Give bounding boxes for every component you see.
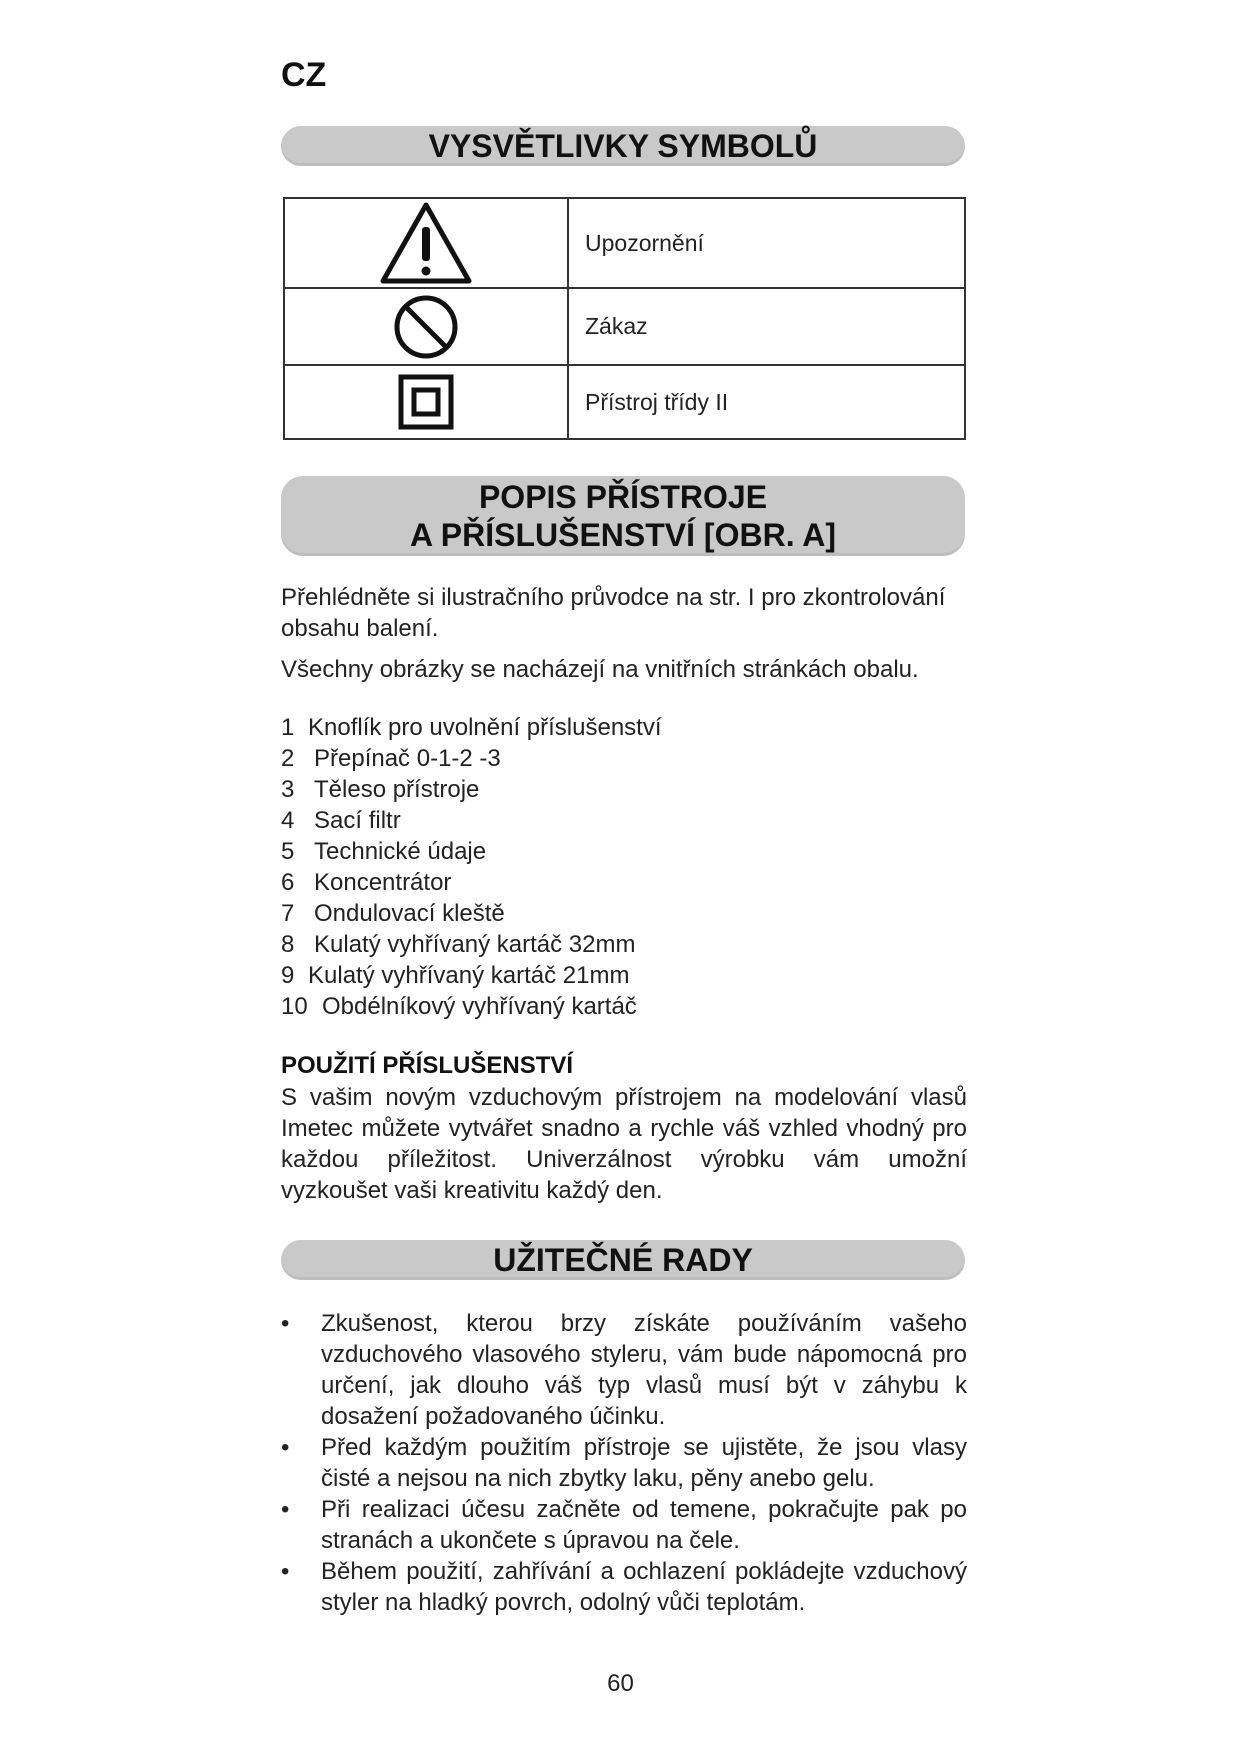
usage-heading: POUŽITÍ PŘÍSLUŠENSTVÍ: [281, 1052, 574, 1079]
list-item: 6 Koncentrátor: [281, 869, 452, 896]
tips-list: [281, 1308, 967, 1618]
parts-list: [281, 712, 662, 1022]
class-ii-double-square-icon: [398, 374, 454, 430]
bullet-icon: •: [281, 1434, 290, 1461]
list-item: 4 Sací filtr: [281, 807, 401, 834]
list-item: 9 Kulatý vyhřívaný kartáč 21mm: [281, 962, 630, 989]
bullet-icon: •: [281, 1496, 290, 1523]
prohibition-icon: [393, 294, 459, 360]
list-item: [281, 1432, 967, 1494]
bullet-icon: •: [281, 1558, 290, 1585]
tip-text: Při realizaci účesu začněte od temene, pokračujte pak po stranách a ukončete s úpravou na čele.: [321, 1496, 967, 1554]
symbol-label: Upozornění: [568, 198, 965, 288]
description-title-line-1: POPIS PŘÍSTROJE: [478, 479, 768, 515]
warning-triangle-icon: [379, 201, 473, 285]
list-item: 3 Těleso přístroje: [281, 776, 480, 803]
description-section-title: [281, 476, 965, 556]
tip-text: Během použití, zahřívání a ochlazení pokládejte vzduchový styler na hladký povrch, odolný vůči teplotám.: [321, 1558, 967, 1616]
language-code: CZ: [281, 56, 327, 94]
tip-text: Před každým použitím přístroje se ujistěte, že jsou vlasy čisté a nejsou na nich zbytky laku, pěny anebo gelu.: [321, 1434, 967, 1492]
list-item: 8 Kulatý vyhřívaný kartáč 32mm: [281, 931, 636, 958]
intro-paragraph-1: Přehlédněte si ilustračního průvodce na str. I pro zkontrolování obsahu balení.: [281, 584, 946, 642]
symbols-table-row: [284, 288, 965, 365]
page-number: 60: [607, 1670, 634, 1697]
intro-paragraph-2: Všechny obrázky se nacházejí na vnitřních stránkách obalu.: [281, 656, 919, 683]
tips-section-title: UŽITEČNÉ RADY: [281, 1240, 965, 1280]
description-title-line-2: A PŘÍSLUŠENSTVÍ [OBR. A]: [409, 517, 837, 553]
symbols-table-row: [284, 198, 965, 288]
symbols-table-row: [284, 365, 965, 439]
list-item: 5 Technické údaje: [281, 838, 487, 865]
tip-text: Zkušenost, kterou brzy získáte používáním vašeho vzduchového vlasového styleru, vám bude nápomocná pro určení, jak dlouho váš typ vlasů musí být v záhybu k dosažení požadovaného účinku.: [321, 1310, 967, 1430]
list-item: [281, 1308, 967, 1432]
symbol-label: Přístroj třídy II: [568, 365, 965, 439]
list-item: [281, 1494, 967, 1556]
list-item: 7 Ondulovací kleště: [281, 900, 505, 927]
symbols-section-title: VYSVĚTLIVKY SYMBOLŮ: [281, 126, 965, 166]
list-item: 10 Obdélníkový vyhřívaný kartáč: [281, 993, 637, 1020]
list-item: 1 Knoflík pro uvolnění příslušenství: [281, 714, 662, 741]
symbols-table: [283, 197, 966, 440]
list-item: [281, 1556, 967, 1618]
symbol-label: Zákaz: [568, 288, 965, 365]
bullet-icon: •: [281, 1310, 290, 1337]
list-item: 2 Přepínač 0-1-2 -3: [281, 745, 501, 772]
usage-paragraph: S vašim novým vzduchovým přístrojem na modelování vlasů Imetec můžete vytvářet snadno a rychle váš vzhled vhodný pro každou příležitost. Univerzálnost výrobku vám umožní vyzkoušet vaši kreativitu každý den.: [281, 1084, 967, 1204]
